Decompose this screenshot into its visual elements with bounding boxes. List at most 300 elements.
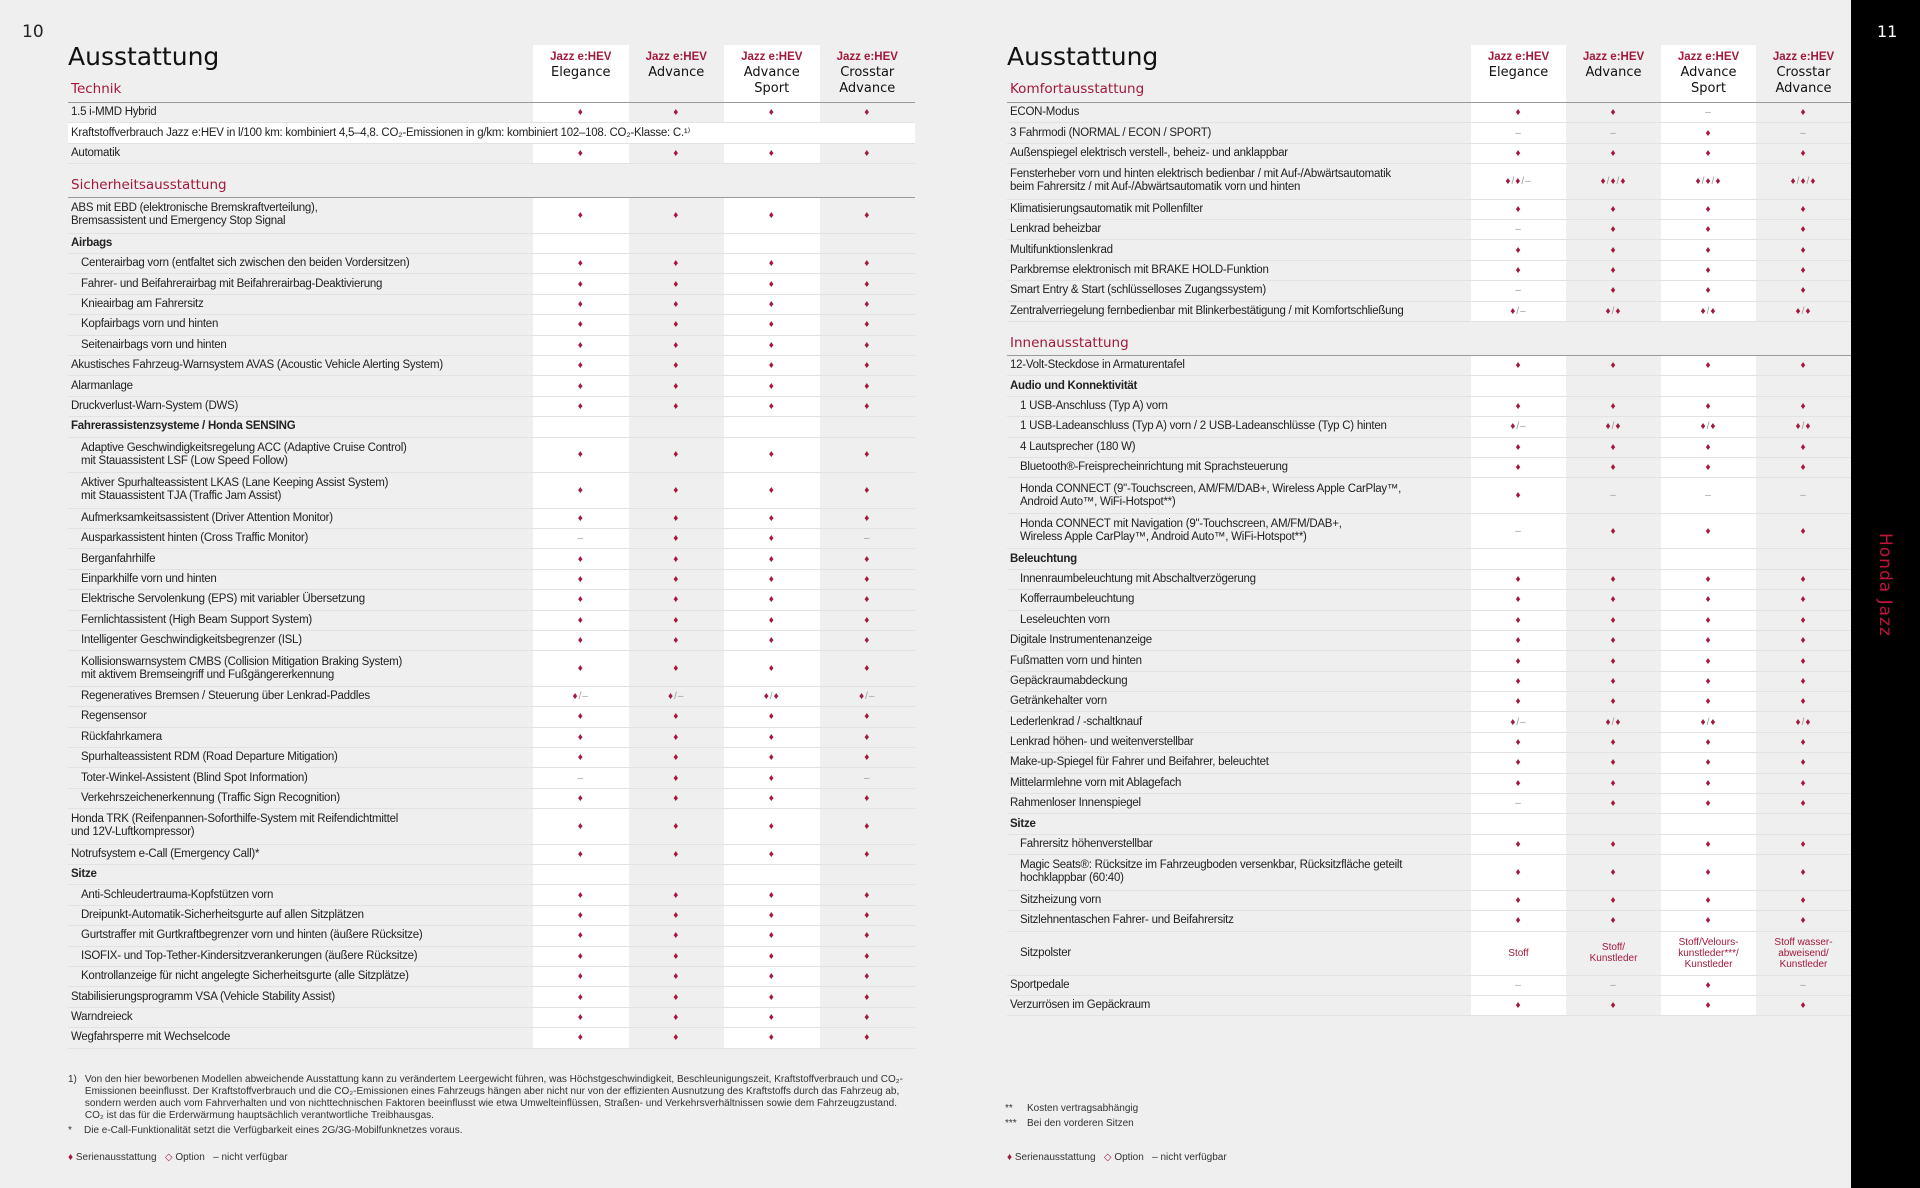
availability-cell: ♦ bbox=[673, 278, 680, 290]
table-row bbox=[68, 509, 915, 529]
feature-label: Sitze bbox=[71, 868, 97, 881]
availability-cell: ♦ bbox=[1661, 397, 1756, 416]
availability-cell: ♦ bbox=[673, 792, 680, 804]
availability-cell: ♦ bbox=[673, 573, 680, 585]
availability-cell: – bbox=[533, 768, 629, 787]
table-row bbox=[1007, 164, 1851, 200]
availability-cell bbox=[820, 234, 916, 253]
availability-cell: ♦ bbox=[1471, 240, 1566, 259]
legend-na: nicht verfügbar bbox=[1160, 1152, 1227, 1163]
availability-cell: ♦ bbox=[1800, 777, 1807, 789]
availability-cell: ♦ bbox=[1471, 996, 1566, 1015]
side-strip bbox=[1851, 0, 1920, 1188]
availability-cell: ♦ bbox=[864, 484, 871, 496]
availability-cell bbox=[1756, 814, 1851, 833]
feature-label: 3 Fahrmodi (NORMAL / ECON / SPORT) bbox=[1010, 126, 1212, 139]
side-brand-label: Honda Jazz bbox=[1875, 533, 1895, 637]
table-row bbox=[1007, 835, 1851, 855]
availability-cell: ♦ bbox=[1800, 915, 1807, 927]
availability-cell: ♦ bbox=[1471, 356, 1566, 375]
availability-cell: ♦ bbox=[1661, 220, 1756, 239]
feature-label: Fahrer- und Beifahrerairbag mit Beifahrerairbag-Deaktivierung bbox=[81, 277, 383, 290]
availability-cell: ♦ bbox=[1800, 757, 1807, 769]
legend-option: Option bbox=[1114, 1152, 1144, 1163]
availability-cell: ♦ bbox=[1610, 798, 1617, 810]
footnote-text: Die e-Call-Funktionalität setzt die Verfügbarkeit eines 2G/3G-Mobilfunknetzes voraus. bbox=[84, 1125, 463, 1136]
table-row bbox=[1007, 123, 1851, 143]
availability-cell: ♦ bbox=[533, 651, 629, 686]
availability-cell: ♦ bbox=[864, 848, 871, 860]
feature-label: Kopfairbags vorn und hinten bbox=[81, 318, 219, 331]
availability-cell: ♦ bbox=[673, 772, 680, 784]
feature-label: Centerairbag vorn (entfaltet sich zwischen den beiden Vordersitzen) bbox=[81, 257, 410, 270]
section-heading: Sicherheitsausstattung bbox=[71, 177, 227, 194]
availability-cell: ♦ bbox=[864, 711, 871, 723]
legend-standard: Serienausstattung bbox=[1014, 1152, 1096, 1163]
feature-label: Fernlichtassistent (High Beam Support System) bbox=[81, 613, 312, 626]
availability-cell: ♦ bbox=[673, 950, 680, 962]
availability-cell: ♦ bbox=[1471, 590, 1566, 609]
availability-cell: ♦ bbox=[533, 611, 629, 630]
availability-cell: ♦ bbox=[673, 614, 680, 626]
group-row bbox=[1007, 549, 1851, 569]
table-row bbox=[68, 728, 915, 748]
availability-cell: ♦ bbox=[864, 573, 871, 585]
table-row bbox=[1007, 794, 1851, 814]
availability-cell: ♦ bbox=[673, 258, 680, 270]
availability-cell: ♦ bbox=[724, 103, 820, 122]
feature-label: Klimatisierungsautomatik mit Pollenfilter bbox=[1010, 202, 1203, 215]
availability-cell: ♦ bbox=[864, 594, 871, 606]
availability-cell: ♦ bbox=[1610, 866, 1617, 878]
availability-cell: ♦ bbox=[1661, 835, 1756, 854]
availability-cell: ♦ bbox=[1661, 774, 1756, 793]
table-row bbox=[1007, 281, 1851, 301]
table-row bbox=[1007, 651, 1851, 671]
na-symbol: – bbox=[213, 1152, 219, 1163]
availability-cell: ♦ bbox=[724, 845, 820, 864]
availability-cell: ♦ bbox=[864, 635, 871, 647]
availability-cell: ♦ bbox=[1800, 360, 1807, 372]
availability-cell: ♦ bbox=[673, 533, 680, 545]
availability-cell: ♦ bbox=[533, 549, 629, 568]
availability-cell: ♦ bbox=[673, 820, 680, 832]
feature-label: Mittelarmlehne vorn mit Ablagefach bbox=[1010, 776, 1182, 789]
table-row bbox=[68, 198, 915, 234]
availability-cell: ♦ bbox=[1471, 397, 1566, 416]
availability-cell: ♦ bbox=[1471, 672, 1566, 691]
availability-cell: ♦ bbox=[1661, 570, 1756, 589]
availability-cell: ♦ bbox=[724, 376, 820, 395]
availability-cell: ♦ bbox=[1610, 462, 1617, 474]
table-row bbox=[68, 967, 915, 987]
feature-label: Warndreieck bbox=[71, 1010, 133, 1023]
availability-cell: ♦ bbox=[1610, 915, 1617, 927]
availability-cell: Stoff/ Kunstleder bbox=[1589, 942, 1638, 964]
availability-cell: – bbox=[1471, 220, 1566, 239]
availability-cell: ♦ bbox=[864, 553, 871, 565]
section-heading-row bbox=[1007, 322, 1851, 356]
availability-cell: ♦ / – bbox=[1471, 417, 1566, 436]
availability-cell: ♦ bbox=[864, 107, 871, 119]
availability-cell: ♦ bbox=[1800, 696, 1807, 708]
availability-cell bbox=[533, 234, 629, 253]
table-row bbox=[68, 768, 915, 788]
feature-label: 1 USB-Ladeanschluss (Typ A) vorn / 2 USB-Ladeanschlüsse (Typ C) hinten bbox=[1020, 420, 1387, 433]
availability-cell: ♦ bbox=[1661, 855, 1756, 890]
feature-label: Leseleuchten vorn bbox=[1020, 613, 1110, 626]
availability-cell: ♦ bbox=[1610, 614, 1617, 626]
availability-cell: ♦ bbox=[1610, 594, 1617, 606]
column-header bbox=[1566, 45, 1661, 102]
table-row bbox=[1007, 570, 1851, 590]
column-model: Elegance bbox=[551, 65, 611, 80]
availability-cell: ♦ bbox=[673, 339, 680, 351]
availability-cell: ♦ bbox=[1610, 265, 1617, 277]
availability-cell: ♦ bbox=[724, 947, 820, 966]
availability-cell: ♦ bbox=[1661, 996, 1756, 1015]
availability-cell: ♦ bbox=[533, 947, 629, 966]
availability-cell bbox=[629, 865, 725, 884]
table-row bbox=[68, 926, 915, 946]
availability-cell: – bbox=[1610, 979, 1617, 991]
page-title: Ausstattung bbox=[68, 42, 220, 71]
availability-cell: ♦ bbox=[1800, 107, 1807, 119]
feature-label: Automatik bbox=[71, 146, 120, 159]
feature-label: Fahrersitz höhenverstellbar bbox=[1020, 838, 1153, 851]
footnote-text: Von den hier beworbenen Modellen abweichende Ausstattung kann zu verändertem Leergewicht führen, was Höchstgeschwindigkeit, Beschleunigungszeit, Kraftstoffverbrauch und CO₂-Emissionen beeinflusst. Der Kraftstoffverbrauch und die CO₂-Emissionen eines Fahrzeugs hängen aber nicht nur von der effizienten Ausnutzung des Kraftstoffs durch das Fahrzeug ab, sondern werden auch vom Fahrverhalten und von nichttechnischen Faktoren beeinflusst wie etwa Umwelteinflüssen, Straßen- und Verkehrsverhältnissen sowie dem Fahrzeugzustand. CO₂ ist das für die Erderwärmung hauptsächlich verantwortliche Treibhausgas. bbox=[84, 1074, 903, 1121]
availability-cell: ♦ bbox=[1471, 651, 1566, 670]
availability-cell: ♦ bbox=[1610, 777, 1617, 789]
availability-cell bbox=[1471, 549, 1566, 568]
availability-cell: ♦ bbox=[1471, 261, 1566, 280]
table-row bbox=[1007, 514, 1851, 550]
availability-cell: ♦ bbox=[1610, 675, 1617, 687]
group-row bbox=[68, 865, 915, 885]
column-model: Advance Sport bbox=[743, 65, 800, 96]
availability-cell: ♦ bbox=[1800, 203, 1807, 215]
table-header bbox=[1007, 42, 1851, 103]
availability-cell: ♦ bbox=[724, 748, 820, 767]
section-heading: Innenausstattung bbox=[1010, 335, 1129, 352]
equipment-table-right bbox=[1007, 42, 1851, 1016]
feature-label: Sitze bbox=[1010, 817, 1036, 830]
footnote-text: Bei den vorderen Sitzen bbox=[1027, 1118, 1134, 1129]
availability-cell: ♦ bbox=[1800, 737, 1807, 749]
availability-cell: ♦ / ♦ / ♦ bbox=[1661, 164, 1756, 199]
availability-cell: ♦ / – bbox=[1471, 712, 1566, 731]
availability-cell: ♦ bbox=[724, 254, 820, 273]
feature-label: Gepäckraumabdeckung bbox=[1010, 674, 1128, 687]
availability-cell: – bbox=[1471, 976, 1566, 995]
table-row bbox=[68, 356, 915, 376]
availability-cell: – bbox=[1800, 127, 1807, 139]
availability-cell: ♦ bbox=[864, 663, 871, 675]
feature-label: Zentralverriegelung fernbedienbar mit Blinkerbestätigung / mit Komfortschließung bbox=[1010, 304, 1404, 317]
availability-cell: ♦ bbox=[1661, 794, 1756, 813]
availability-cell: ♦ bbox=[1800, 866, 1807, 878]
footnote-mark: * bbox=[68, 1125, 72, 1136]
column-header bbox=[629, 45, 725, 102]
availability-cell: ♦ / – bbox=[859, 691, 876, 702]
availability-cell: ♦ bbox=[1800, 839, 1807, 851]
na-symbol: – bbox=[1152, 1152, 1158, 1163]
availability-cell: ♦ bbox=[864, 360, 871, 372]
availability-cell: ♦ bbox=[864, 319, 871, 331]
feature-label: Anti-Schleudertrauma-Kopfstützen vorn bbox=[81, 888, 274, 901]
column-brand: Jazz e:HEV bbox=[1582, 51, 1645, 63]
footnote-text: Kosten vertragsabhängig bbox=[1027, 1103, 1139, 1114]
availability-cell: ♦ bbox=[864, 752, 871, 764]
table-row bbox=[1007, 240, 1851, 260]
availability-cell: ♦ bbox=[1661, 631, 1756, 650]
availability-cell: ♦ bbox=[864, 971, 871, 983]
availability-cell bbox=[533, 417, 629, 436]
availability-cell: ♦ bbox=[1661, 356, 1756, 375]
table-row bbox=[1007, 733, 1851, 753]
availability-cell: ♦ bbox=[1661, 976, 1756, 995]
feature-label: Airbags bbox=[71, 236, 113, 249]
table-row bbox=[68, 631, 915, 651]
availability-cell: ♦ bbox=[864, 1032, 871, 1044]
feature-label: Honda TRK (Reifenpannen-Soforthilfe-System mit Reifendichtmittel und 12V-Luftkompressor) bbox=[71, 813, 399, 839]
availability-cell: ♦ bbox=[673, 449, 680, 461]
column-header bbox=[820, 45, 916, 102]
table-row bbox=[1007, 302, 1851, 322]
table-header bbox=[68, 42, 915, 103]
table-row bbox=[1007, 753, 1851, 773]
table-row bbox=[1007, 200, 1851, 220]
availability-cell bbox=[1566, 376, 1661, 395]
availability-cell bbox=[1471, 376, 1566, 395]
feature-label: Kofferraumbeleuchtung bbox=[1020, 593, 1135, 606]
availability-cell: ♦ bbox=[1800, 894, 1807, 906]
footnotes-right bbox=[1005, 1103, 1405, 1133]
table-row bbox=[1007, 672, 1851, 692]
column-brand: Jazz e:HEV bbox=[741, 51, 803, 63]
availability-cell: ♦ bbox=[673, 400, 680, 412]
availability-cell: ♦ bbox=[1610, 147, 1617, 159]
feature-label: Multifunktionslenkrad bbox=[1010, 243, 1113, 256]
availability-cell: ♦ bbox=[1610, 525, 1617, 537]
availability-cell: ♦ bbox=[533, 103, 629, 122]
availability-cell: ♦ bbox=[1800, 244, 1807, 256]
availability-cell: ♦ bbox=[864, 299, 871, 311]
page-number-right: 11 bbox=[1877, 22, 1898, 41]
feature-label: Notrufsystem e-Call (Emergency Call)* bbox=[71, 847, 260, 860]
availability-cell: ♦ bbox=[1610, 441, 1617, 453]
availability-cell: Stoff bbox=[1471, 932, 1566, 975]
feature-label: Kraftstoffverbrauch Jazz e:HEV in l/100 km: kombiniert 4,5–4,8. CO₂-Emissionen in g/km: kombiniert 102–108. CO₂-Klasse: C.¹⁾ bbox=[71, 126, 691, 139]
availability-cell: ♦ bbox=[533, 707, 629, 726]
table-row bbox=[68, 376, 915, 396]
availability-cell: ♦ bbox=[673, 848, 680, 860]
availability-cell: ♦ bbox=[1471, 570, 1566, 589]
availability-cell: ♦ bbox=[724, 590, 820, 609]
availability-cell: ♦ bbox=[533, 906, 629, 925]
availability-cell: – bbox=[1610, 127, 1617, 139]
table-row bbox=[68, 1028, 915, 1048]
feature-label: Außenspiegel elektrisch verstell-, beheiz- und anklappbar bbox=[1010, 146, 1288, 159]
feature-label: Fußmatten vorn und hinten bbox=[1010, 654, 1142, 667]
availability-cell: ♦ bbox=[673, 319, 680, 331]
table-row bbox=[68, 254, 915, 274]
availability-cell: ♦ bbox=[1800, 147, 1807, 159]
availability-cell bbox=[820, 417, 916, 436]
feature-label: Bluetooth®-Freisprecheinrichtung mit Sprachsteuerung bbox=[1020, 461, 1288, 474]
availability-cell: ♦ bbox=[864, 731, 871, 743]
availability-cell: ♦ bbox=[533, 397, 629, 416]
column-header bbox=[1756, 45, 1851, 102]
availability-cell bbox=[724, 417, 820, 436]
availability-cell: ♦ bbox=[724, 198, 820, 233]
column-model: Crosstar Advance bbox=[1775, 65, 1832, 96]
availability-cell: ♦ bbox=[533, 315, 629, 334]
table-row bbox=[68, 438, 915, 474]
legend-left bbox=[68, 1152, 288, 1164]
availability-cell: ♦ bbox=[1471, 438, 1566, 457]
availability-cell bbox=[1661, 549, 1756, 568]
table-row bbox=[68, 590, 915, 610]
table-row bbox=[68, 397, 915, 417]
section-heading-row bbox=[68, 164, 915, 198]
availability-cell: ♦ bbox=[673, 380, 680, 392]
availability-cell: ♦ / – bbox=[668, 691, 685, 702]
availability-cell: ♦ bbox=[724, 926, 820, 945]
availability-cell: ♦ bbox=[1471, 458, 1566, 477]
availability-cell: ♦ bbox=[1471, 611, 1566, 630]
availability-cell: ♦ bbox=[724, 570, 820, 589]
option-symbol: ◇ bbox=[164, 1152, 173, 1163]
table-row bbox=[1007, 458, 1851, 478]
table-row bbox=[68, 906, 915, 926]
feature-label: Intelligenter Geschwindigkeitsbegrenzer (ISL) bbox=[81, 634, 302, 647]
availability-cell: ♦ bbox=[864, 400, 871, 412]
availability-cell: ♦ bbox=[673, 711, 680, 723]
column-header bbox=[724, 45, 820, 102]
footnote bbox=[1005, 1118, 1405, 1130]
feature-label: Druckverlust-Warn-System (DWS) bbox=[71, 399, 239, 412]
table-row bbox=[68, 473, 915, 509]
availability-cell: ♦ bbox=[1610, 1000, 1617, 1012]
availability-cell bbox=[629, 234, 725, 253]
table-row bbox=[1007, 774, 1851, 794]
feature-label: Kollisionswarnsystem CMBS (Collision Mitigation Braking System) mit aktivem Bremseingriff und Fußgängererkennung bbox=[81, 655, 403, 681]
availability-cell: ♦ / ♦ bbox=[1795, 421, 1812, 433]
column-brand: Jazz e:HEV bbox=[1677, 51, 1740, 63]
feature-label: Innenraumbeleuchtung mit Abschaltverzögerung bbox=[1020, 572, 1256, 585]
availability-cell bbox=[533, 865, 629, 884]
availability-cell: ♦ bbox=[864, 1011, 871, 1023]
table-row bbox=[1007, 220, 1851, 240]
feature-label: Akustisches Fahrzeug-Warnsystem AVAS (Acoustic Vehicle Alerting System) bbox=[71, 359, 443, 372]
footnote-mark: ** bbox=[1005, 1103, 1013, 1114]
availability-cell: ♦ bbox=[533, 356, 629, 375]
column-brand: Jazz e:HEV bbox=[550, 51, 612, 63]
feature-label: Ausparkassistent hinten (Cross Traffic Monitor) bbox=[81, 532, 309, 545]
column-model: Advance Sport bbox=[1680, 65, 1737, 96]
availability-cell: ♦ bbox=[724, 315, 820, 334]
availability-cell: ♦ bbox=[864, 339, 871, 351]
feature-label: Digitale Instrumentenanzeige bbox=[1010, 634, 1152, 647]
availability-cell: ♦ bbox=[673, 107, 680, 119]
availability-cell: ♦ bbox=[1610, 400, 1617, 412]
availability-cell: ♦ bbox=[1800, 635, 1807, 647]
availability-cell: ♦ bbox=[724, 549, 820, 568]
availability-cell: ♦ bbox=[864, 380, 871, 392]
feature-label: Beleuchtung bbox=[1010, 552, 1077, 565]
availability-cell: ♦ bbox=[673, 484, 680, 496]
legend-standard: Serienausstattung bbox=[75, 1152, 157, 1163]
availability-cell: ♦ bbox=[673, 147, 680, 159]
table-row bbox=[1007, 996, 1851, 1016]
availability-cell: – bbox=[1471, 794, 1566, 813]
table-row bbox=[68, 315, 915, 335]
availability-cell: ♦ bbox=[533, 885, 629, 904]
availability-cell: ♦ bbox=[1800, 614, 1807, 626]
availability-cell: ♦ bbox=[533, 509, 629, 528]
availability-cell: ♦ bbox=[1661, 123, 1756, 142]
feature-label: Spurhalteassistent RDM (Road Departure Mitigation) bbox=[81, 751, 338, 764]
availability-cell: ♦ bbox=[1471, 631, 1566, 650]
availability-cell bbox=[1471, 814, 1566, 833]
table-row bbox=[68, 789, 915, 809]
availability-cell: ♦ bbox=[724, 473, 820, 508]
availability-cell: ♦ bbox=[1800, 224, 1807, 236]
legend-right bbox=[1007, 1152, 1227, 1164]
availability-cell: ♦ bbox=[673, 663, 680, 675]
availability-cell: ♦ bbox=[1800, 441, 1807, 453]
availability-cell: ♦ bbox=[1471, 733, 1566, 752]
table-row bbox=[68, 570, 915, 590]
availability-cell: ♦ bbox=[1471, 478, 1566, 513]
availability-cell: ♦ bbox=[533, 809, 629, 844]
availability-cell: ♦ bbox=[1661, 692, 1756, 711]
availability-cell: ♦ bbox=[1610, 285, 1617, 297]
table-row bbox=[68, 947, 915, 967]
availability-cell: ♦ / ♦ bbox=[1661, 712, 1756, 731]
availability-cell: ♦ bbox=[533, 376, 629, 395]
availability-cell: ♦ / ♦ bbox=[1605, 716, 1622, 728]
feature-label: Audio und Konnektivität bbox=[1010, 379, 1138, 392]
group-row bbox=[1007, 814, 1851, 834]
availability-cell: ♦ bbox=[1610, 224, 1617, 236]
availability-cell: ♦ bbox=[533, 254, 629, 273]
footnote bbox=[68, 1125, 913, 1137]
feature-label: Honda CONNECT (9"-Touchscreen, AM/FM/DAB+, Wireless Apple CarPlay™, Android Auto™, WiFi-Hotspot**) bbox=[1020, 482, 1402, 508]
feature-label: Kontrollanzeige für nicht angelegte Sicherheitsgurte (alle Sitzplätze) bbox=[81, 970, 409, 983]
column-brand: Jazz e:HEV bbox=[1487, 51, 1550, 63]
footnote bbox=[1005, 1103, 1405, 1115]
table-row bbox=[68, 987, 915, 1007]
availability-cell bbox=[1661, 814, 1756, 833]
availability-cell: ♦ bbox=[533, 728, 629, 747]
feature-label: Verzurrösen im Gepäckraum bbox=[1010, 999, 1151, 1012]
availability-cell: – bbox=[863, 533, 871, 545]
availability-cell: ♦ bbox=[1661, 458, 1756, 477]
availability-cell: ♦ bbox=[533, 198, 629, 233]
availability-cell: ♦ bbox=[673, 910, 680, 922]
availability-cell: ♦ bbox=[724, 336, 820, 355]
availability-cell: ♦ bbox=[864, 792, 871, 804]
availability-cell: ♦ / ♦ bbox=[1795, 716, 1812, 728]
availability-cell: ♦ / – bbox=[533, 687, 629, 706]
availability-cell: ♦ bbox=[533, 845, 629, 864]
availability-cell: ♦ bbox=[864, 614, 871, 626]
availability-cell: ♦ / ♦ / ♦ bbox=[1790, 175, 1817, 187]
equipment-table-left bbox=[68, 42, 915, 1049]
group-row bbox=[68, 417, 915, 437]
